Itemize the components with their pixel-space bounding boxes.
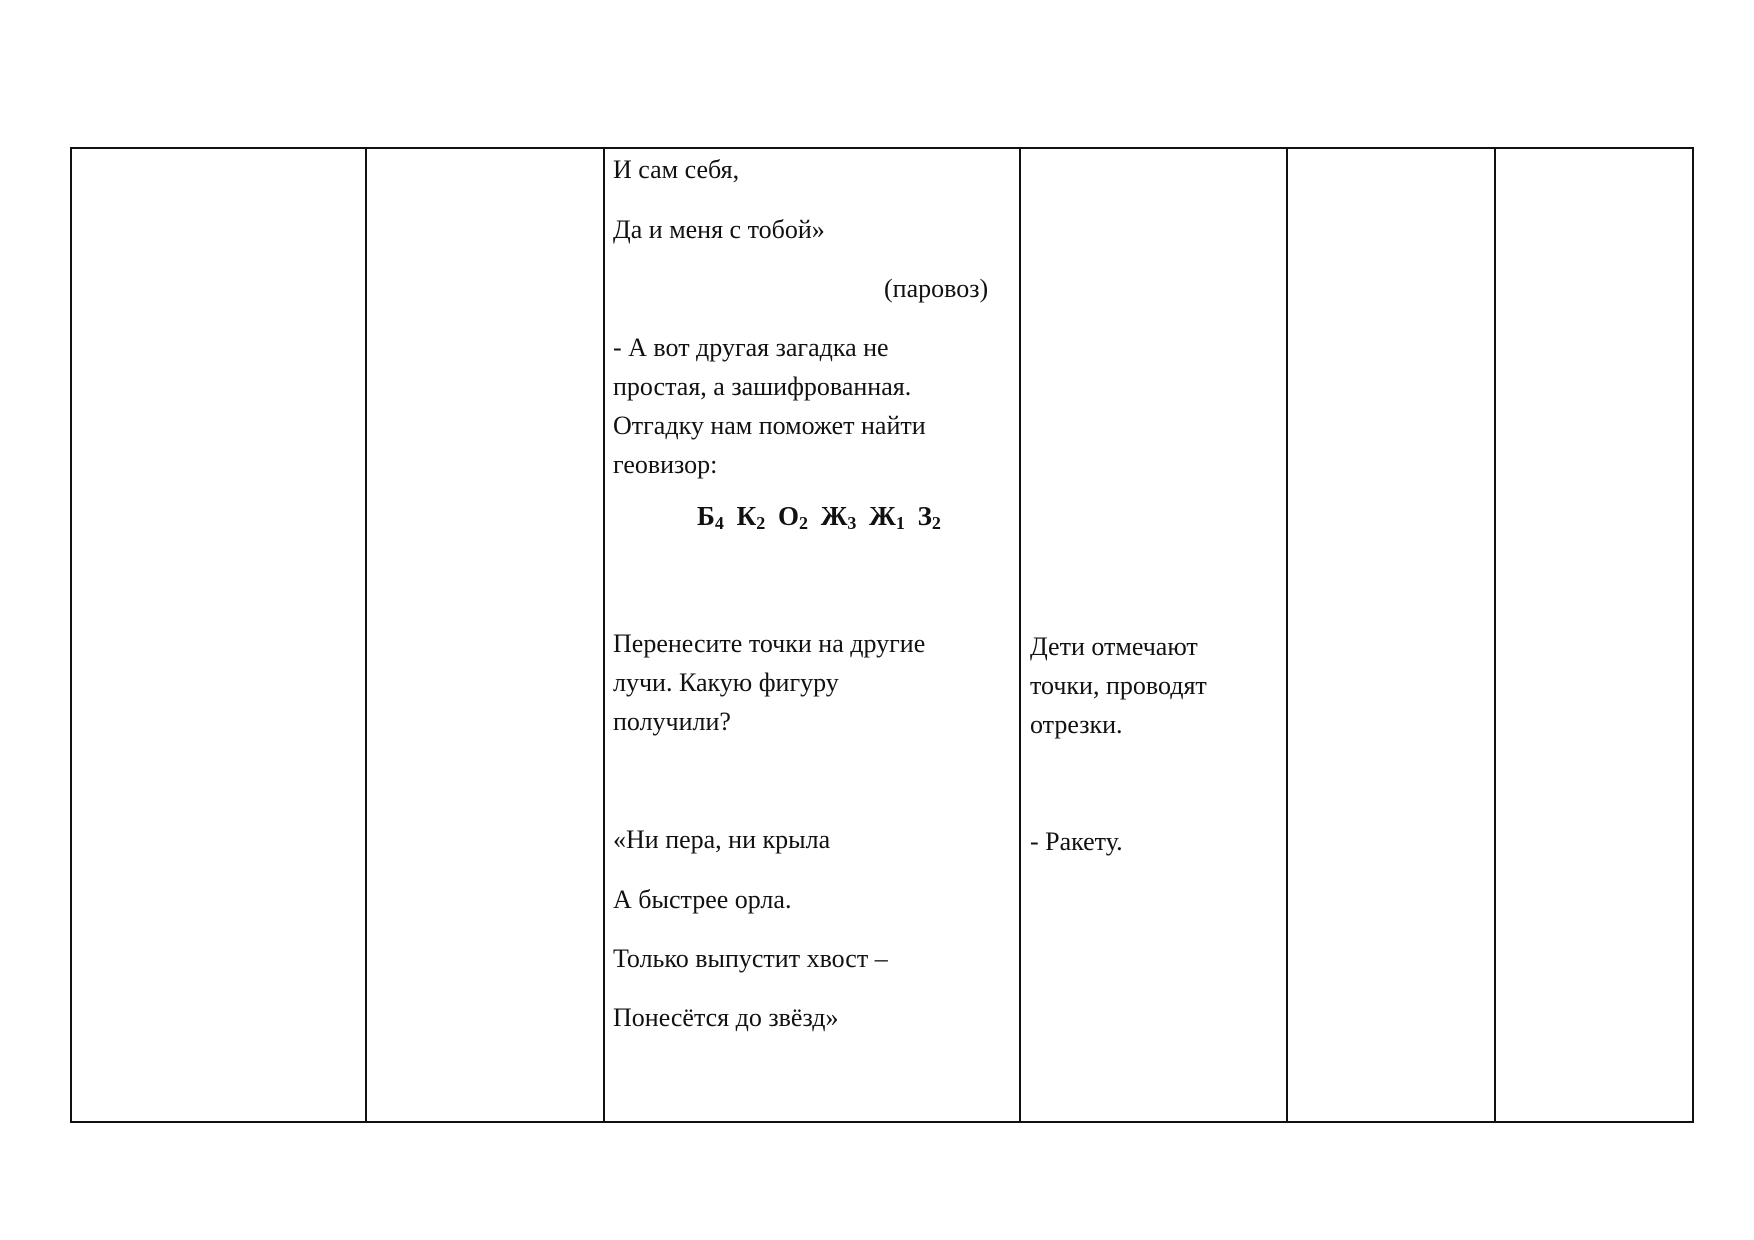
task-line: получили? xyxy=(613,707,731,736)
riddle-line: Понесётся до звёзд» xyxy=(613,1003,839,1032)
instruction-line: - А вот другая загадка не xyxy=(613,333,889,362)
student-activity-line: Дети отмечают xyxy=(1030,632,1198,661)
instruction-line: простая, а зашифрованная. xyxy=(613,372,912,401)
cipher-item: $Ж_3$ xyxy=(820,501,857,533)
column-divider-1 xyxy=(365,149,367,1121)
cipher-item: $К_2$ xyxy=(736,501,766,533)
instruction-line: Отгадку нам поможет найти xyxy=(613,411,926,440)
student-activity-line: точки, проводят xyxy=(1030,671,1207,700)
task-line: Перенесите точки на другие xyxy=(613,629,926,658)
column-divider-4 xyxy=(1286,149,1288,1121)
column-divider-5 xyxy=(1494,149,1496,1121)
cipher-item: $Б_4$ xyxy=(697,501,724,533)
poem-line: И сам себя, xyxy=(613,155,740,184)
cipher-code xyxy=(697,501,947,534)
cipher-item: $З_2$ xyxy=(917,501,941,533)
poem-line: Да и меня с тобой» xyxy=(613,215,825,244)
instruction-line: геовизор: xyxy=(613,450,718,479)
riddle-line: А быстрее орла. xyxy=(613,885,792,914)
student-activity-line: отрезки. xyxy=(1030,710,1123,739)
riddle-answer: (паровоз) xyxy=(884,274,989,303)
riddle-line: Только выпустит хвост – xyxy=(613,944,888,973)
column-divider-3 xyxy=(1019,149,1021,1121)
cipher-item: $О_2$ xyxy=(777,501,808,533)
column-divider-2 xyxy=(603,149,605,1121)
riddle-line: «Ни пера, ни крыла xyxy=(613,825,831,854)
task-line: лучи. Какую фигуру xyxy=(613,668,839,697)
student-answer: - Ракету. xyxy=(1030,827,1123,856)
lesson-plan-table xyxy=(70,147,1694,1123)
cipher-item: $Ж_1$ xyxy=(869,501,905,533)
